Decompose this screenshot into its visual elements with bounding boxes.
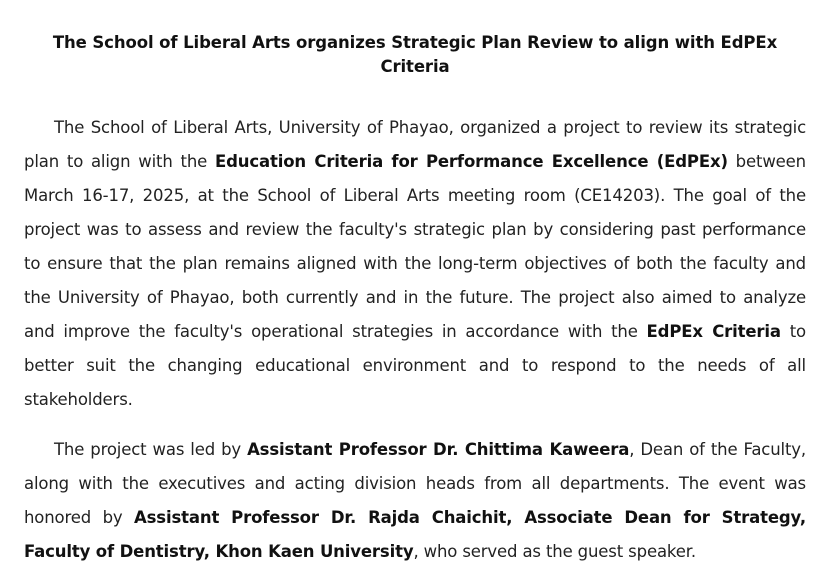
article-paragraph-2 xyxy=(24,433,806,569)
article-paragraph-1 xyxy=(24,111,806,417)
paragraph-text: The project was led by xyxy=(54,440,248,459)
paragraph-bold-text: EdPEx Criteria xyxy=(646,322,781,341)
paragraph-bold-text: Assistant Professor Dr. Rajda Chaichit, Associate Dean for Strategy, Faculty of Dentistry, Khon Kaen University xyxy=(24,508,806,561)
paragraph-text: The School of Liberal Arts, University of Phayao, organized a project to review its strategic plan to align with the xyxy=(24,118,806,171)
paragraph-text: to better suit the changing educational environment and to respond to the needs of all stakeholders. xyxy=(24,322,806,409)
paragraph-bold-text: Education Criteria for Performance Excellence (EdPEx) xyxy=(215,152,728,171)
paragraph-bold-text: Assistant Professor Dr. Chittima Kaweera xyxy=(247,440,630,459)
paragraph-text: , Dean of the Faculty, along with the executives and acting division heads from all departments. The event was honored by xyxy=(24,440,806,527)
paragraph-text: , who served as the guest speaker. xyxy=(413,542,696,561)
article-title: The School of Liberal Arts organizes Strategic Plan Review to align with EdPEx Criteria xyxy=(52,33,778,76)
paragraph-text: between March 16-17, 2025, at the School of Liberal Arts meeting room (CE14203). The goal of the project was to assess and review the faculty's strategic plan by considering past performance to ensure that the plan remains aligned with the long-term objectives of both the faculty and the University of Phayao, both currently and in the future. The project also aimed to analyze and improve the faculty's operational strategies in accordance with the xyxy=(24,152,806,341)
